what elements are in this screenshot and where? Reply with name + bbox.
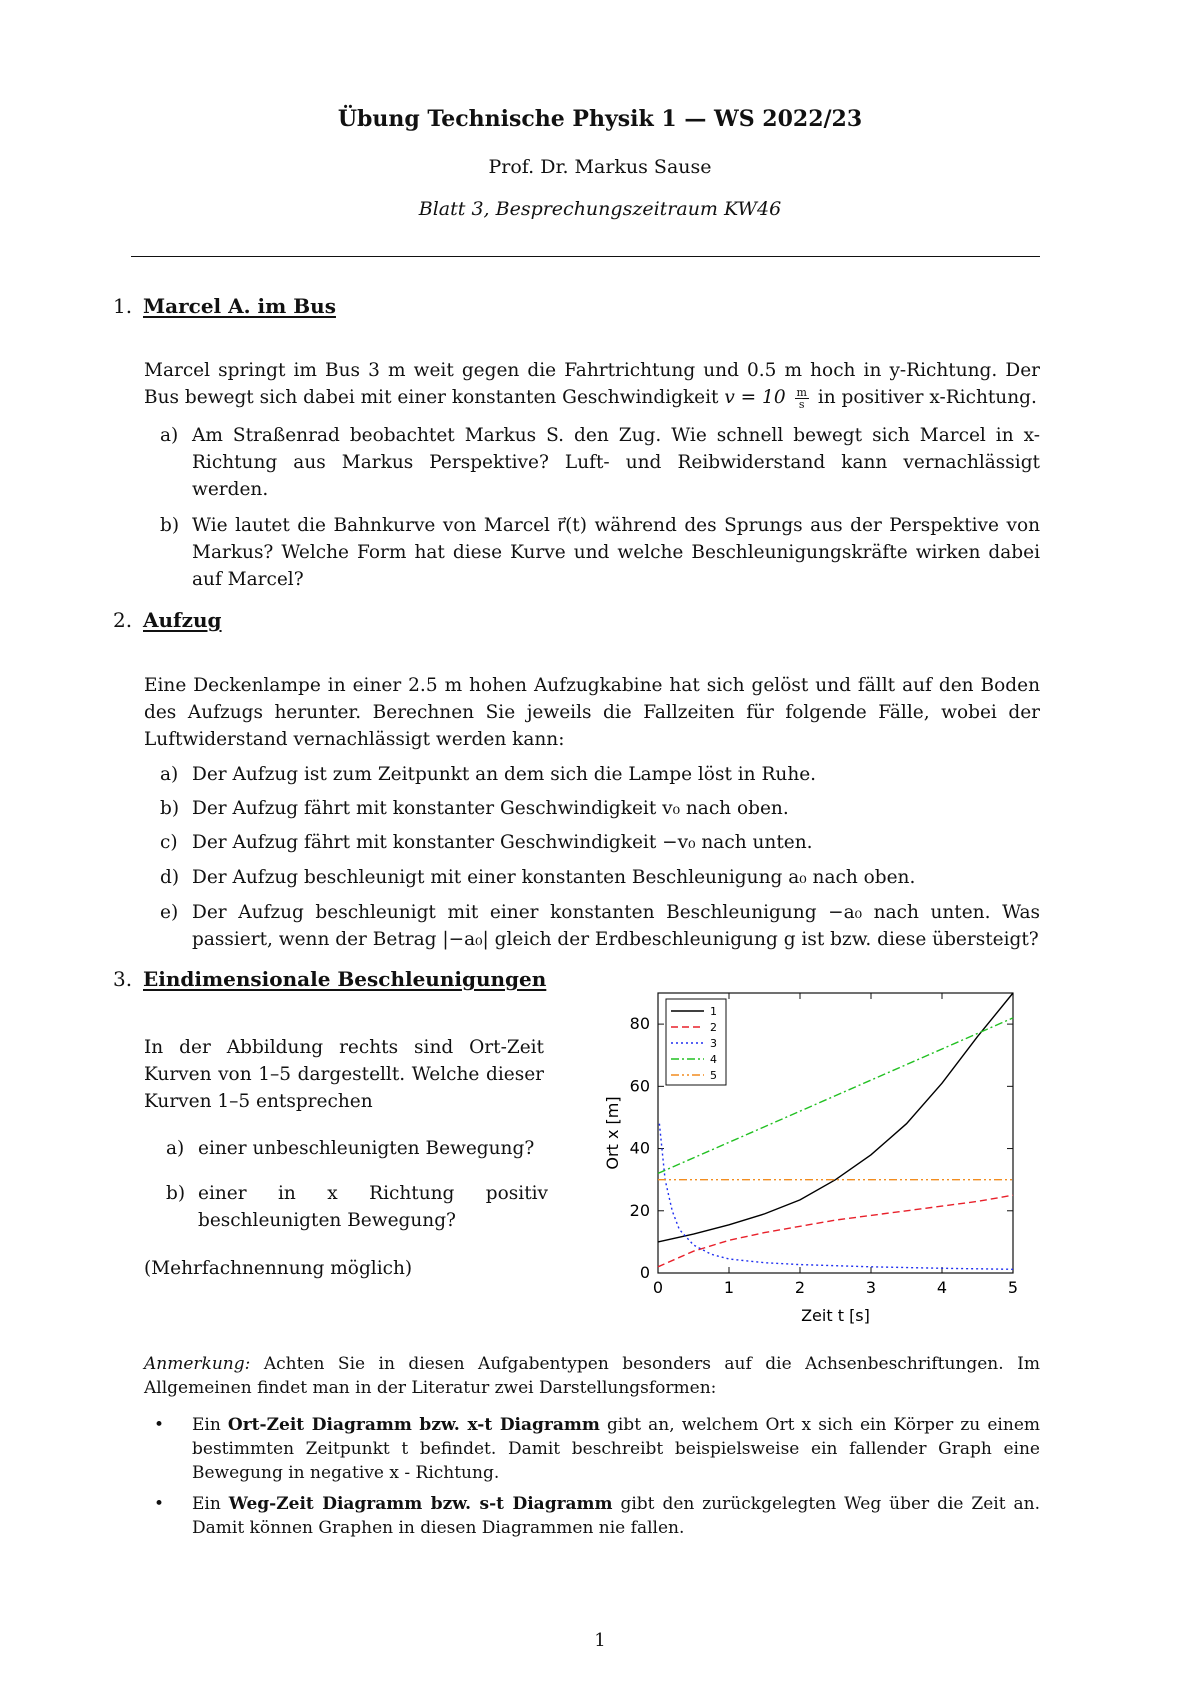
x-tick-label: 3 (865, 1278, 877, 1297)
note-lead: Anmerkung: (144, 1354, 251, 1374)
bullet-icon: • (154, 1415, 165, 1435)
item-text: Am Straßenrad beobachtet Markus S. den Zug. Wie schnell bewegt sich Marcel in x-Richtung aus Markus Perspektive? Luft- und Reibwiderstand kann vernachlässigt werden. (192, 425, 1040, 500)
note-text: Achten Sie in diesen Aufgabentypen besonders auf die Achsenbeschriftungen. Im Allgemeinen findet man in der Literatur zwei Darstellungsformen: (144, 1354, 1040, 1398)
legend-box (666, 999, 726, 1085)
item-label: a) (160, 425, 179, 446)
section-1-heading (113, 294, 336, 318)
sheet-title: Übung Technische Physik 1 — WS 2022/23 (337, 106, 863, 132)
intro-text: Marcel springt im Bus 3 m weit gegen die Fahrtrichtung und 0.5 m hoch in y-Richtung. Der Bus bewegt sich dabei mit einer konstanten Geschwindigkeit (144, 360, 1040, 408)
item-text: Wie lautet die Bahnkurve von Marcel r⃗(t) während des Sprungs aus der Perspektive von Markus? Welche Form hat diese Kurve und welche Beschleunigungskräfte wirken dabei auf Marcel? (192, 515, 1040, 590)
section-1-intro (144, 357, 1040, 411)
section-title: Eindimensionale Beschleunigungen (143, 967, 547, 991)
item-text: einer unbeschleunigten Bewegung? (198, 1138, 535, 1159)
item-label: b) (160, 515, 180, 536)
item-label: a) (160, 764, 179, 785)
section-2-intro: Eine Deckenlampe in einer 2.5 m hohen Aufzugkabine hat sich gelöst und fällt auf den Boden des Aufzugs herunter. Berechnen Sie jeweils die Fallzeiten für folgende Fälle, wobei der Luftwiderstand vernachlässigt werden kann: (144, 675, 1040, 750)
item-text: Der Aufzug beschleunigt mit einer konstanten Beschleunigung −a₀ nach unten. Was passiert, wenn der Betrag |−a₀| gleich der Erdbeschleunigung g ist bzw. diese übersteigt? (192, 902, 1040, 950)
y-tick-label: 0 (639, 1263, 650, 1282)
velocity-value: v = 10 (724, 387, 786, 408)
bullet-pre: Ein (192, 1494, 229, 1514)
note-bullet-2 (144, 1492, 1040, 1540)
section-2-item-b (160, 795, 1040, 822)
item-label: a) (166, 1138, 185, 1159)
section-3-footer: (Mehrfachnennung möglich) (144, 1258, 413, 1279)
bullet-pre: Ein (192, 1415, 228, 1435)
header-divider (131, 256, 1040, 257)
section-2-item-d (160, 864, 1040, 891)
item-text: Der Aufzug fährt mit konstanter Geschwindigkeit −v₀ nach unten. (192, 832, 813, 853)
x-tick-label: 0 (652, 1278, 664, 1297)
section-number: 2. (113, 608, 133, 632)
legend-label: 4 (710, 1053, 717, 1066)
professor-name: Prof. Dr. Markus Sause (488, 156, 712, 178)
section-number: 3. (113, 967, 133, 991)
page-number: 1 (594, 1630, 606, 1651)
section-3-item-a (166, 1135, 548, 1162)
item-label: c) (160, 832, 178, 853)
section-3-item-b (166, 1180, 548, 1234)
section-3-intro: In der Abbildung rechts sind Ort-Zeit Kurven von 1–5 dargestellt. Welche dieser Kurven 1–5 entsprechen (144, 1037, 544, 1112)
bullet-bold: Weg-Zeit Diagramm bzw. s-t Diagramm (228, 1494, 613, 1514)
section-title: Marcel A. im Bus (143, 294, 336, 318)
item-label: b) (166, 1183, 186, 1204)
sheet-subtitle: Blatt 3, Besprechungszeitraum KW46 (418, 198, 782, 220)
unit-fraction (795, 387, 809, 410)
y-tick-label: 80 (629, 1014, 650, 1034)
y-tick-label: 20 (629, 1200, 650, 1220)
x-tick-label: 1 (723, 1278, 735, 1297)
item-label: e) (160, 902, 179, 923)
x-axis-label: Zeit t [s] (801, 1306, 870, 1325)
position-time-chart (595, 985, 1035, 1330)
legend-label: 2 (710, 1021, 717, 1034)
item-text: Der Aufzug beschleunigt mit einer konstanten Beschleunigung a₀ nach oben. (192, 867, 916, 888)
section-2-item-c (160, 829, 1040, 856)
bullet-post: gibt an, welchem Ort x sich ein Körper zu einem bestimmten Zeitpunkt t befindet. Damit beschreibt beispielsweise ein fallender Graph eine Bewegung in negative x - Richtung. (192, 1415, 1040, 1483)
bullet-icon: • (154, 1494, 165, 1514)
note-bullet-1 (144, 1413, 1040, 1485)
x-tick-label: 5 (1007, 1278, 1019, 1297)
x-tick-label: 2 (794, 1278, 806, 1297)
section-title: Aufzug (143, 608, 222, 632)
item-text: Der Aufzug ist zum Zeitpunkt an dem sich die Lampe löst in Ruhe. (192, 764, 817, 785)
unit-numerator: m (796, 385, 807, 399)
intro-text-end: in positiver x-Richtung. (811, 387, 1037, 408)
legend-label: 5 (710, 1069, 717, 1082)
section-2-heading (113, 608, 222, 632)
item-label: b) (160, 798, 180, 819)
y-tick-label: 60 (629, 1076, 650, 1096)
x-tick-label: 4 (936, 1278, 948, 1297)
section-1-item-b (160, 512, 1040, 593)
note-paragraph (144, 1352, 1040, 1400)
section-2-item-e (160, 899, 1040, 953)
bullet-bold: Ort-Zeit Diagramm bzw. x-t Diagramm (227, 1415, 600, 1435)
y-axis-label: Ort x [m] (603, 1096, 622, 1170)
section-3-heading (113, 967, 546, 991)
item-label: d) (160, 867, 180, 888)
unit-denominator: s (798, 397, 805, 411)
item-text: Der Aufzug fährt mit konstanter Geschwindigkeit v₀ nach oben. (192, 798, 789, 819)
legend-label: 3 (710, 1037, 717, 1050)
section-1-item-a (160, 422, 1040, 503)
bullet-post: gibt den zurückgelegten Weg über die Zeit an. Damit können Graphen in diesen Diagrammen nie fallen. (192, 1494, 1040, 1538)
section-2-item-a (160, 761, 1040, 788)
section-number: 1. (113, 294, 133, 318)
legend-label: 1 (710, 1005, 717, 1018)
y-tick-label: 40 (629, 1138, 650, 1158)
item-text: einer in x Richtung positiv beschleunigten Bewegung? (198, 1183, 548, 1231)
